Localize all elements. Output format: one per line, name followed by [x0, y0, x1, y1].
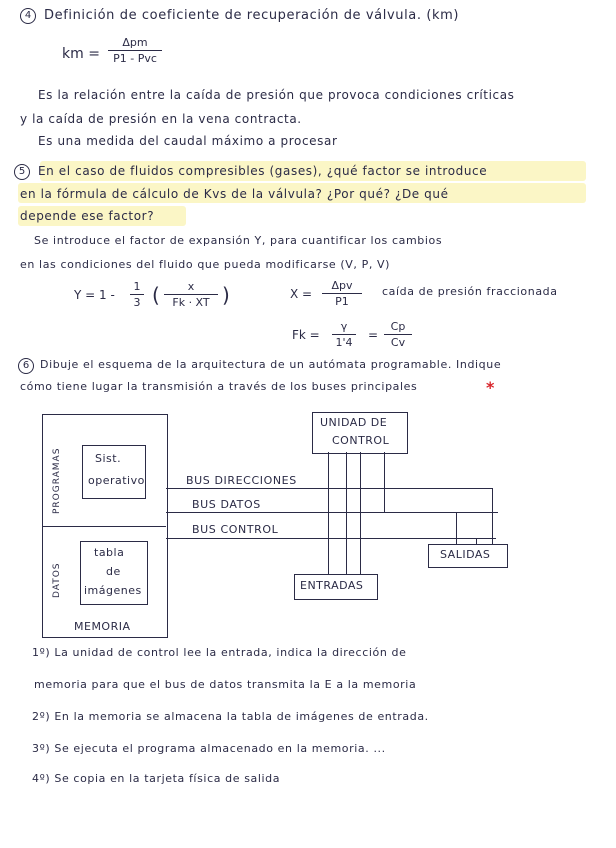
- memory-label: MEMORIA: [74, 620, 131, 633]
- fk-formula-fraction-1: [332, 320, 356, 349]
- bus-address-line: [166, 488, 492, 489]
- step-1: 1º) La unidad de control lee la entrada, indica la dirección de: [32, 646, 407, 659]
- table-label-1: tabla: [94, 546, 125, 559]
- q6-question-line-1: Dibuje el esquema de la arquitectura de un autómata programable. Indique: [40, 358, 502, 371]
- programs-label: PROGRAMAS: [52, 447, 62, 514]
- fk-num-1: γ: [332, 320, 356, 335]
- y-third-den: 3: [133, 296, 141, 309]
- step-4: 4º) Se copia en la tarjeta física de salida: [32, 772, 281, 785]
- x-formula-fraction: [322, 279, 362, 308]
- question-6-number: 6: [18, 358, 34, 374]
- q5-answer-line-1: Se introduce el factor de expansión Y, para cuantificar los cambios: [34, 234, 443, 247]
- bus-address-label: BUS DIRECCIONES: [186, 474, 297, 487]
- q5-question-line-2: en la fórmula de cálculo de Kvs de la válvula? ¿Por qué? ¿De qué: [20, 187, 449, 201]
- data-label: DATOS: [52, 562, 62, 598]
- km-formula-fraction: [108, 36, 162, 65]
- step-2: 2º) En la memoria se almacena la tabla de imágenes de entrada.: [32, 710, 429, 723]
- out-vertical-3: [492, 488, 493, 544]
- cu-vertical-2: [346, 452, 347, 574]
- red-star-mark: *: [486, 378, 495, 397]
- y-formula-paren-fraction: [164, 280, 218, 309]
- bus-control-label-text: BUS CONTROL: [192, 523, 279, 536]
- control-unit-label-1: UNIDAD DE: [320, 416, 388, 429]
- y-paren-num: x: [164, 280, 218, 295]
- fk-formula-lhs: Fk =: [292, 328, 320, 342]
- y-open-paren: (: [152, 283, 160, 307]
- q4-answer-line-1: Es la relación entre la caída de presión que provoca condiciones críticas: [38, 88, 515, 102]
- step-3: 3º) Se ejecuta el programa almacenado en la memoria. ...: [32, 742, 386, 755]
- q4-answer-line-2: y la caída de presión en la vena contracta.: [20, 112, 302, 126]
- table-label-3: imágenes: [84, 584, 142, 597]
- q5-question-line-3: depende ese factor?: [20, 209, 155, 223]
- bus-data-label: BUS DATOS: [192, 498, 261, 511]
- q4-answer-line-3: Es una medida del caudal máximo a procesar: [38, 134, 338, 148]
- table-label-2: de: [106, 565, 121, 578]
- x-description: caída de presión fraccionada: [382, 285, 558, 298]
- fk-formula-fraction-2: [384, 320, 412, 349]
- km-formula-numerator: Δpm: [108, 36, 162, 51]
- question-4-number: 4: [20, 8, 36, 24]
- fk-num-2: Cp: [384, 320, 412, 335]
- control-unit-label-2: CONTROL: [332, 434, 390, 447]
- fk-den-2: Cv: [390, 336, 406, 349]
- inputs-label: ENTRADAS: [300, 579, 364, 592]
- q5-answer-line-2: en las condiciones del fluido que pueda modificarse (V, P, V): [20, 258, 391, 271]
- question-4-title: Definición de coeficiente de recuperación de válvula. (km): [44, 8, 460, 23]
- outputs-label: SALIDAS: [440, 548, 491, 561]
- cu-vertical-1: [328, 452, 329, 574]
- os-label-2: operativo: [88, 474, 145, 487]
- out-vertical-2: [476, 538, 477, 544]
- bus-data-line: [166, 512, 498, 513]
- bus-control-line: [166, 538, 496, 539]
- y-formula-third: [130, 280, 144, 309]
- fk-den-1: 1'4: [335, 336, 353, 349]
- cu-vertical-4: [384, 452, 385, 512]
- km-formula-lhs: km =: [62, 46, 100, 62]
- q6-question-line-2: cómo tiene lugar la transmisión a través de los buses principales: [20, 380, 418, 393]
- cu-vertical-3: [360, 452, 361, 574]
- y-third-num: 1: [130, 280, 144, 295]
- km-formula-denominator: P1 - Pvc: [113, 52, 157, 65]
- y-close-paren: ): [222, 283, 230, 307]
- y-paren-den: Fk · XT: [172, 296, 210, 309]
- question-5-number: 5: [14, 164, 30, 180]
- step-1-cont: memoria para que el bus de datos transmita la E a la memoria: [34, 678, 417, 691]
- os-label-1: Sist.: [95, 452, 122, 465]
- x-num: Δpv: [322, 279, 362, 294]
- x-formula-lhs: X =: [290, 287, 313, 301]
- q5-question-line-1: En el caso de fluidos compresibles (gases), ¿qué factor se introduce: [38, 164, 488, 178]
- fk-equals: =: [368, 328, 379, 342]
- y-formula-lhs: Y = 1 -: [74, 288, 115, 302]
- x-den: P1: [335, 295, 349, 308]
- memory-divider: [42, 526, 166, 527]
- out-vertical-1: [456, 512, 457, 544]
